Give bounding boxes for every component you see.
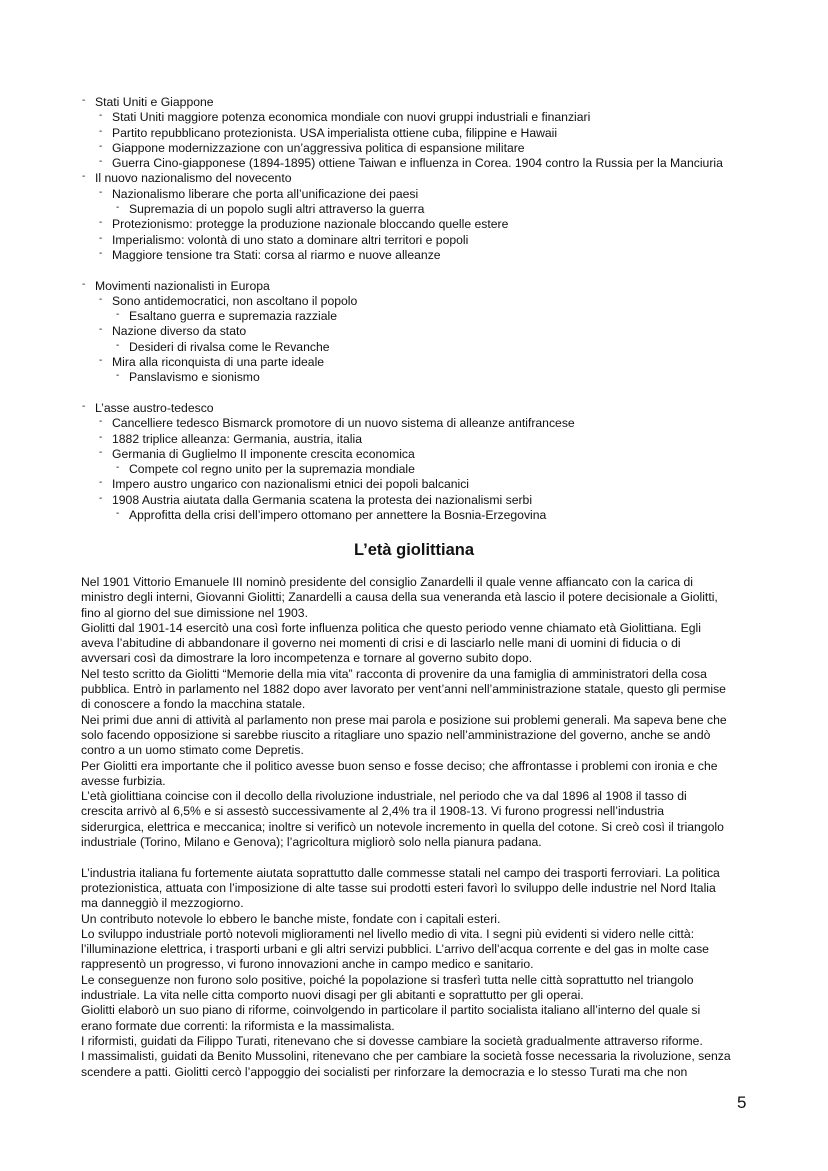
dash-bullet-icon: - <box>82 400 86 412</box>
dash-bullet-icon: - <box>99 156 103 168</box>
dash-bullet-icon: - <box>99 446 103 458</box>
list-item-text: Nazione diverso da stato <box>112 324 247 339</box>
dash-bullet-icon: - <box>116 370 120 382</box>
list-item-text: Stati Uniti maggiore potenza economica mondiale con nuovi gruppi industriali e finanziari <box>112 110 591 125</box>
text-line: I massimalisti, guidati da Benito Mussolini, ritenevano che per cambiare la società fosse necessaria la rivoluzione, senza <box>81 1049 731 1064</box>
text-line: protezionistica, attuata con l’imposizione di alte tasse sui prodotti esteri favorì lo sviluppo delle industrie nel Nord Italia <box>81 880 716 895</box>
list-item-text: 1908 Austria aiutata dalla Germania scatena la protesta dei nazionalismi serbi <box>112 492 533 507</box>
text-line: I riformisti, guidati da Filippo Turati, ritenevano che si dovesse cambiare la società gradualmente attraverso riforme. <box>81 1033 703 1048</box>
dash-bullet-icon: - <box>116 202 120 214</box>
dash-bullet-icon: - <box>116 339 120 351</box>
list-item-text: Compete col regno unito per la supremazia mondiale <box>129 462 415 477</box>
list-item <box>82 156 782 171</box>
list-item <box>82 432 782 447</box>
list-item <box>82 279 782 294</box>
list-item <box>82 355 782 370</box>
dash-bullet-icon: - <box>116 462 120 474</box>
text-line: Giolitti dal 1901-14 esercitò una così forte influenza politica che questo periodo venne chiamato età Giolittiana. Egli <box>81 620 701 635</box>
text-line: Lo sviluppo industriale portò notevoli miglioramenti nel livello medio di vita. I segni più evidenti si videro nelle città: <box>81 926 695 941</box>
text-line: di conoscere a fondo la macchina statale. <box>81 697 306 712</box>
text-line: ma danneggiò il mezzogiorno. <box>81 896 244 911</box>
text-line: fino al giorno del sue dimissione nel 1903. <box>81 605 308 620</box>
list-item-text: Maggiore tensione tra Stati: corsa al riarmo e nuove alleanze <box>112 247 441 262</box>
list-item <box>82 340 782 355</box>
list-item-text: Movimenti nazionalisti in Europa <box>95 278 270 293</box>
dash-bullet-icon: - <box>99 232 103 244</box>
list-item-text: Cancelliere tedesco Bismarck promotore di un nuovo sistema di alleanze antifrancese <box>112 416 575 431</box>
list-item <box>82 187 782 202</box>
list-item-text: Approfitta della crisi dell’impero ottomano per annettere la Bosnia-Erzegovina <box>129 508 547 523</box>
list-item <box>82 95 782 110</box>
list-item <box>82 508 782 523</box>
text-line: contro a un uomo stimato come Depretis. <box>81 743 304 758</box>
body-text <box>81 575 781 1080</box>
text-line: siderurgica, elettrica e meccanica; inoltre si verificò un notevole incremento in quella del cotone. Si creò così il triangolo <box>81 819 724 834</box>
dash-bullet-icon: - <box>99 431 103 443</box>
dash-bullet-icon: - <box>99 293 103 305</box>
text-line: Nel 1901 Vittorio Emanuele III nominò presidente del consiglio Zanardelli il quale venne affiancato con la carica di <box>81 575 694 589</box>
dash-bullet-icon: - <box>116 508 120 520</box>
list-item-text: Guerra Cino-giapponese (1894-1895) ottiene Taiwan e influenza in Corea. 1904 contro la Russia per la Manciuria <box>112 156 723 171</box>
list-item-text: Mira alla riconquista di una parte ideale <box>112 355 325 370</box>
list-item-text: Esaltano guerra e supremazia razziale <box>129 309 337 324</box>
list-item <box>82 126 782 141</box>
list-item <box>82 324 782 339</box>
text-line: Giolitti elaborò un suo piano di riforme, coinvolgendo in particolare il partito socialista italiano all’interno del quale si <box>81 1003 701 1018</box>
text-line: Nel testo scritto da Giolitti “Memorie della mia vita” racconta di provenire da una famiglia di amministratori della cosa <box>81 666 707 681</box>
dash-bullet-icon: - <box>116 309 120 321</box>
list-item-text: 1882 triplice alleanza: Germania, austria, italia <box>112 431 362 446</box>
list-item-text: Germania di Guglielmo II imponente crescita economica <box>112 446 415 461</box>
dash-bullet-icon: - <box>82 278 86 290</box>
text-line: crescita arrivò al 6,5% e si assestò successivamente al 2,4% tra il 1908-13. Vi furono progressi nell’industria <box>81 804 665 819</box>
bullet-outline <box>82 95 782 523</box>
list-item <box>82 294 782 309</box>
list-item-text: Protezionismo: protegge la produzione nazionale bloccando quelle estere <box>112 217 509 232</box>
text-line: ministro degli interni, Giovanni Giolitti; Zanardelli a causa della sua veneranda età lascio il potere decisionale a Giolitti, <box>81 590 718 605</box>
list-item-text: Supremazia di un popolo sugli altri attraverso la guerra <box>129 202 425 217</box>
list-item <box>82 141 782 156</box>
text-line: Un contributo notevole lo ebbero le banche miste, fondate con i capitali esteri. <box>81 911 501 926</box>
list-item <box>82 477 782 492</box>
list-item <box>82 401 782 416</box>
dash-bullet-icon: - <box>99 324 103 336</box>
text-line: l’illuminazione elettrica, i trasporti urbani e gli altri servizi pubblici. L’arrivo dell’acqua corrente e del gas in molte case <box>81 942 709 957</box>
list-item <box>82 309 782 324</box>
dash-bullet-icon: - <box>99 110 103 122</box>
text-line: Nei primi due anni di attività al parlamento non prese mai parola e posizione sui problemi generali. Ma sapeva bene che <box>81 712 727 727</box>
dash-bullet-icon: - <box>99 416 103 428</box>
text-line: rappresentò un progresso, vi furono innovazioni anche in campo medico e sanitario. <box>81 957 534 972</box>
list-item <box>82 110 782 125</box>
list-item-text: Imperialismo: volontà di uno stato a dominare altri territori e popoli <box>112 232 469 247</box>
text-line: industriale (Torino, Milano e Genova); l’agricoltura migliorò solo nella pianura padana. <box>81 835 542 850</box>
list-item-text: Impero austro ungarico con nazionalismi etnici dei popoli balcanici <box>112 477 470 492</box>
dash-bullet-icon: - <box>99 186 103 198</box>
list-item <box>82 416 782 431</box>
text-line: aveva l’abitudine di abbandonare il governo nei momenti di crisi e di lasciarlo nelle mani di uomini di fiducia o di <box>81 636 681 651</box>
dash-bullet-icon: - <box>82 171 86 183</box>
blank-line <box>82 386 782 401</box>
list-item-text: Il nuovo nazionalismo del novecento <box>95 171 292 186</box>
text-line: avesse furbizia. <box>81 773 166 788</box>
list-item <box>82 462 782 477</box>
dash-bullet-icon: - <box>99 355 103 367</box>
list-item-text: Sono antidemocratici, non ascoltano il popolo <box>112 293 358 308</box>
text-line: Le conseguenze non furono solo positive, poiché la popolazione si trasferì tutta nelle città soprattutto nel triangolo <box>81 972 694 987</box>
text-line: erano formate due correnti: la riformista e la massimalista. <box>81 1018 395 1033</box>
text-line: industriale. La vita nelle citta comporto nuovi disagi per gli abitanti e soprattutto per gli operai. <box>81 988 584 1003</box>
list-item-text: Partito repubblicano protezionista. USA imperialista ottiene cuba, filippine e Hawaii <box>112 125 558 140</box>
list-item-text: Panslavismo e sionismo <box>129 370 260 385</box>
dash-bullet-icon: - <box>82 95 86 106</box>
page-number: 5 <box>737 1093 747 1112</box>
list-item-text: Stati Uniti e Giappone <box>95 95 214 109</box>
list-item <box>82 217 782 232</box>
blank-line <box>82 263 782 278</box>
text-line: avversari così da dimostrare la loro incompetenza e tornare al governo subito dopo. <box>81 651 533 666</box>
text-line: L’età giolittiana coincise con il decollo della rivoluzione industriale, nel periodo che va dal 1896 al 1908 il tasso di <box>81 789 687 804</box>
list-item <box>82 171 782 186</box>
text-line: L’industria italiana fu fortemente aiutata soprattutto dalle commesse statali nel campo dei trasporti ferroviari. La politica <box>81 865 720 880</box>
text-line: scendere a patti. Giolitti cercò l’appoggio dei socialisti per rinforzare la democrazia e lo stesso Turati ma che non <box>81 1064 688 1079</box>
list-item <box>82 447 782 462</box>
list-item <box>82 493 782 508</box>
dash-bullet-icon: - <box>99 477 103 489</box>
list-item <box>82 248 782 263</box>
text-line <box>81 850 781 865</box>
list-item <box>82 370 782 385</box>
list-item-text: L’asse austro-tedesco <box>95 400 214 415</box>
dash-bullet-icon: - <box>99 125 103 137</box>
list-item-text: Nazionalismo liberare che porta all’unificazione dei paesi <box>112 186 419 201</box>
dash-bullet-icon: - <box>99 492 103 504</box>
list-item-text: Desideri di rivalsa come le Revanche <box>129 339 330 354</box>
list-item-text: Giappone modernizzazione con un’aggressiva politica di espansione militare <box>112 140 525 155</box>
section-title: L’età giolittiana <box>353 541 475 559</box>
text-line: solo facendo opposizione si sarebbe riuscito a ritagliare uno spazio nell’amministrazione del governo, anche se andò <box>81 727 711 742</box>
dash-bullet-icon: - <box>99 247 103 259</box>
text-line: pubblica. Entrò in parlamento nel 1882 dopo aver lavorato per vent’anni nell’amministrazione statale, questo gli permise <box>81 682 726 697</box>
list-item <box>82 233 782 248</box>
list-item <box>82 202 782 217</box>
dash-bullet-icon: - <box>99 140 103 152</box>
text-line: Per Giolitti era importante che il politico avesse buon senso e fosse deciso; che affrontasse i problemi con ironia e che <box>81 758 718 773</box>
dash-bullet-icon: - <box>99 217 103 229</box>
